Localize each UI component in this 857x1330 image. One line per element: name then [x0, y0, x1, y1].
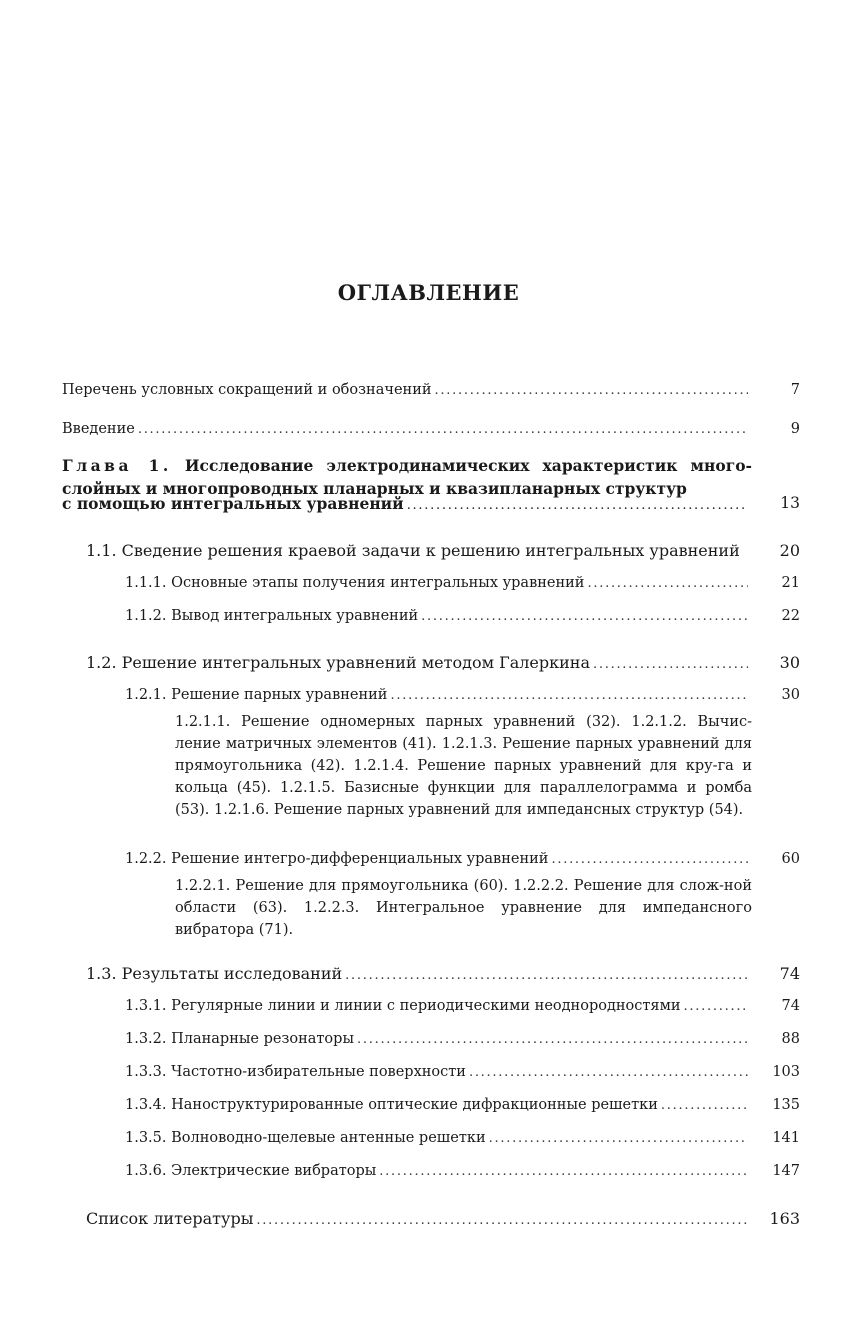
chapter-title-end: с помощью интегральных уравнений [62, 494, 404, 513]
toc-entry-label: Введение [62, 421, 135, 437]
leader-dots [593, 657, 748, 672]
toc-section-1-3-1[interactable] [125, 998, 800, 1014]
leader-dots [407, 498, 748, 513]
toc-entry-references[interactable] [86, 1209, 800, 1228]
page-number: 20 [779, 541, 800, 560]
page-number: 141 [772, 1130, 800, 1146]
leader-dots [421, 609, 748, 624]
page-number: 60 [781, 851, 800, 867]
leader-dots [661, 1098, 748, 1113]
toc-entry-label: 1.2.2. Решение интегро-дифференциальных уравнений [125, 851, 549, 867]
page-title: ОГЛАВЛЕНИЕ [337, 280, 520, 305]
toc-entry-label: 1.1.1. Основные этапы получения интегральных уравнений [125, 575, 585, 591]
toc-section-1-2-1[interactable] [125, 687, 800, 703]
toc-entry-label: 1.2.1. Решение парных уравнений [125, 687, 388, 703]
leader-dots [379, 1164, 748, 1179]
toc-entry-label: Перечень условных сокращений и обозначений [62, 382, 432, 398]
leader-dots [345, 968, 748, 983]
page-number: 88 [781, 1031, 800, 1047]
page-number: 147 [772, 1163, 800, 1179]
page-number: 7 [790, 382, 800, 398]
page-number: 135 [772, 1097, 800, 1113]
toc-section-1-3[interactable] [86, 964, 800, 983]
page-number: 21 [781, 575, 800, 591]
page-number: 30 [779, 653, 800, 672]
page-number: 74 [781, 998, 800, 1014]
toc-entry-label: 1.1. Сведение решения краевой задачи к решению интегральных уравнений [86, 541, 740, 560]
toc-entry-label: 1.3.4. Наноструктурированные оптические дифракционные решетки [125, 1097, 658, 1113]
toc-entry-label: 1.3. Результаты исследований [86, 964, 343, 983]
page-number: 13 [780, 494, 800, 512]
page-number: 74 [779, 964, 800, 983]
toc-entry-label: 1.2. Решение интегральных уравнений методом Галеркина [86, 653, 590, 672]
leader-dots [684, 999, 748, 1014]
toc-section-1-3-2[interactable] [125, 1031, 800, 1047]
leader-dots [138, 422, 748, 437]
toc-entry-introduction[interactable] [62, 421, 800, 437]
leader-dots [469, 1065, 748, 1080]
toc-section-1-1-1[interactable] [125, 575, 800, 591]
toc-entry-label: 1.3.3. Частотно-избирательные поверхности [125, 1064, 466, 1080]
toc-section-1-3-4[interactable] [125, 1097, 800, 1113]
toc-entry-label: 1.3.1. Регулярные линии и линии с периодическими неоднородностями [125, 998, 681, 1014]
page-number: 22 [781, 608, 800, 624]
subsection-list-1-2-2: 1.2.2.1. Решение для прямоугольника (60). 1.2.2.2. Решение для слож-ной области (63). 1.2.2.3. Интегральное уравнение для импедансного вибратора (71). [175, 878, 752, 938]
toc-entry-label: 1.1.2. Вывод интегральных уравнений [125, 608, 419, 624]
page-number: 163 [769, 1209, 800, 1228]
chapter-title: Исследование электродинамических характеристик много-слойных и многопроводных планарных и квазипланарных структур [62, 456, 752, 498]
leader-dots [587, 576, 748, 591]
toc-chapter-1-last-line[interactable] [62, 494, 800, 513]
toc-section-1-3-6[interactable] [125, 1163, 800, 1179]
toc-entry-abbreviations[interactable] [62, 382, 800, 398]
leader-dots [435, 383, 748, 398]
page-number: 103 [772, 1064, 800, 1080]
leader-dots [357, 1032, 748, 1047]
toc-section-1-2-2[interactable] [125, 851, 800, 867]
page-number: 9 [790, 421, 800, 437]
toc-entry-label: 1.3.5. Волноводно-щелевые антенные решетки [125, 1130, 486, 1146]
toc-section-1-2[interactable] [86, 653, 800, 672]
leader-dots [489, 1131, 748, 1146]
toc-section-1-3-3[interactable] [125, 1064, 800, 1080]
toc-entry-label: 1.3.6. Электрические вибраторы [125, 1163, 377, 1179]
subsection-list-1-2-1: 1.2.1.1. Решение одномерных парных уравнений (32). 1.2.1.2. Вычис-ление матричных элементов (41). 1.2.1.3. Решение парных уравнений для прямоугольника (42). 1.2.1.4. Решение парных уравнений для кру-га и кольца (45). 1.2.1.5. Базисные функции для параллелограмма и ромба (53). 1.2.1.6. Решение парных уравнений для импедансных структур (54). [175, 714, 752, 818]
leader-dots [390, 688, 748, 703]
toc-section-1-1[interactable] [86, 541, 800, 560]
leader-dots [551, 852, 748, 867]
chapter-prefix: Глава 1. [62, 456, 172, 475]
page-number: 30 [781, 687, 800, 703]
toc-entry-label: 1.3.2. Планарные резонаторы [125, 1031, 354, 1047]
leader-dots [256, 1213, 748, 1228]
toc-section-1-1-2[interactable] [125, 608, 800, 624]
toc-entry-label: Список литературы [86, 1209, 254, 1228]
toc-section-1-3-5[interactable] [125, 1130, 800, 1146]
